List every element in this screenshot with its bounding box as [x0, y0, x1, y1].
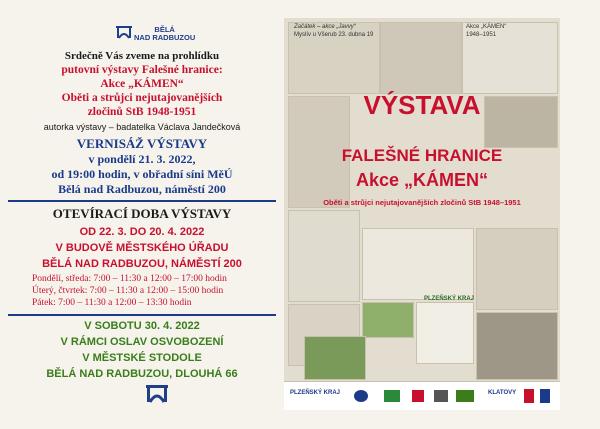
victims-line2: zločinů StB 1948-1951: [87, 106, 197, 118]
author-line: autorka výstavy – badatelka Václava Jandečková: [43, 122, 241, 132]
exhibit-line1: putovní výstavy Falešné hranice:: [61, 64, 223, 76]
opening-range: OD 22. 3. DO 20. 4. 2022: [79, 226, 205, 238]
exhibit-line2: Akce „KÁMEN“: [100, 78, 184, 90]
sponsor-region: PLZEŇSKÝ KRAJ: [290, 390, 341, 396]
vernissage-title: VERNISÁŽ VÝSTAVY: [76, 136, 208, 151]
poster-subtitle1: FALEŠNÉ HRANICE: [341, 146, 503, 165]
region-label: PLZEŇSKÝ KRAJ: [424, 296, 475, 302]
vernissage-time: od 19:00 hodin, v obřadní síni MěÚ: [51, 167, 233, 181]
invitation-panel: [0, 0, 284, 429]
sponsor-town: KLATOVY: [488, 390, 517, 396]
poster-subtitle2: Akce „KÁMEN“: [355, 170, 489, 190]
greeting: Srdečně Vás zveme na prohlídku: [64, 50, 220, 62]
hours-tue-thu: Úterý, čtvrtek: 7:00 – 11:30 a 12:00 – 15:00 hodin: [32, 286, 224, 296]
sponsor-logo-icon: [524, 389, 534, 403]
poster-tagline: Oběti a strůjci nejutajovanějších zločinů StB 1948–1951: [323, 198, 521, 207]
sponsor-logo-icon: [434, 390, 448, 402]
sponsor-logo-icon: [354, 390, 368, 402]
saturday-occasion: V RÁMCI OSLAV OSVOBOZENÍ: [60, 336, 224, 348]
logo-text: [134, 26, 195, 42]
photo-tile: [288, 210, 360, 302]
sponsor-logo-icon: [412, 390, 424, 402]
saturday-venue: V MĚSTSKÉ STODOLE: [82, 352, 202, 364]
vernissage-date: v pondělí 21. 3. 2022,: [88, 152, 196, 166]
poster-title: VÝSTAVA: [363, 90, 481, 120]
logo-line2: NAD RADBUZOU: [134, 33, 196, 42]
town-logo: [116, 25, 196, 42]
photo-tile: [416, 302, 474, 364]
photo-tile: [476, 228, 558, 310]
photo-tile: [362, 302, 414, 338]
caption-place: Myslív u Všerub 23. dubna 19: [294, 32, 374, 38]
sponsor-logo-icon: [540, 389, 550, 403]
photo-tile: [304, 336, 366, 380]
divider-top: [8, 200, 276, 202]
bridge-icon: [146, 385, 168, 403]
vernissage-address: Bělá nad Radbuzou, náměstí 200: [58, 182, 226, 196]
photo-tile: [380, 22, 462, 94]
exhibition-poster: [284, 18, 560, 410]
opening-building: V BUDOVĚ MĚSTSKÉHO ÚŘADU: [55, 242, 229, 254]
photo-tile: [476, 312, 558, 380]
bridge-icon: [116, 26, 132, 40]
opening-address: BĚLÁ NAD RADBUZOU, NÁMĚSTÍ 200: [42, 258, 242, 270]
caption-start: Začátek – akce „Javvy“: [294, 24, 356, 30]
photo-tile: [362, 228, 474, 300]
victims-line1: Oběti a strůjci nejutajovanějších: [61, 92, 223, 104]
sponsor-bar: [284, 381, 560, 410]
logo-line1: BĚLÁ: [154, 25, 175, 34]
sponsor-logo-icon: [384, 390, 400, 402]
divider-bottom: [8, 314, 276, 316]
hours-mon-wed: Pondělí, středa: 7:00 – 11:30 a 12:00 – 17:00 hodin: [32, 274, 227, 284]
saturday-address: BĚLÁ NAD RADBUZOU, DLOUHÁ 66: [46, 368, 238, 380]
caption-action: Akce „KÁMEN“: [466, 24, 507, 30]
sponsor-logo-icon: [456, 390, 474, 402]
hours-fri: Pátek: 7:00 – 11:30 a 12:00 – 13:30 hodin: [32, 298, 192, 308]
opening-title: OTEVÍRACÍ DOBA VÝSTAVY: [52, 206, 232, 221]
caption-years: 1948–1951: [466, 32, 497, 38]
saturday-date: V SOBOTU 30. 4. 2022: [84, 320, 200, 332]
